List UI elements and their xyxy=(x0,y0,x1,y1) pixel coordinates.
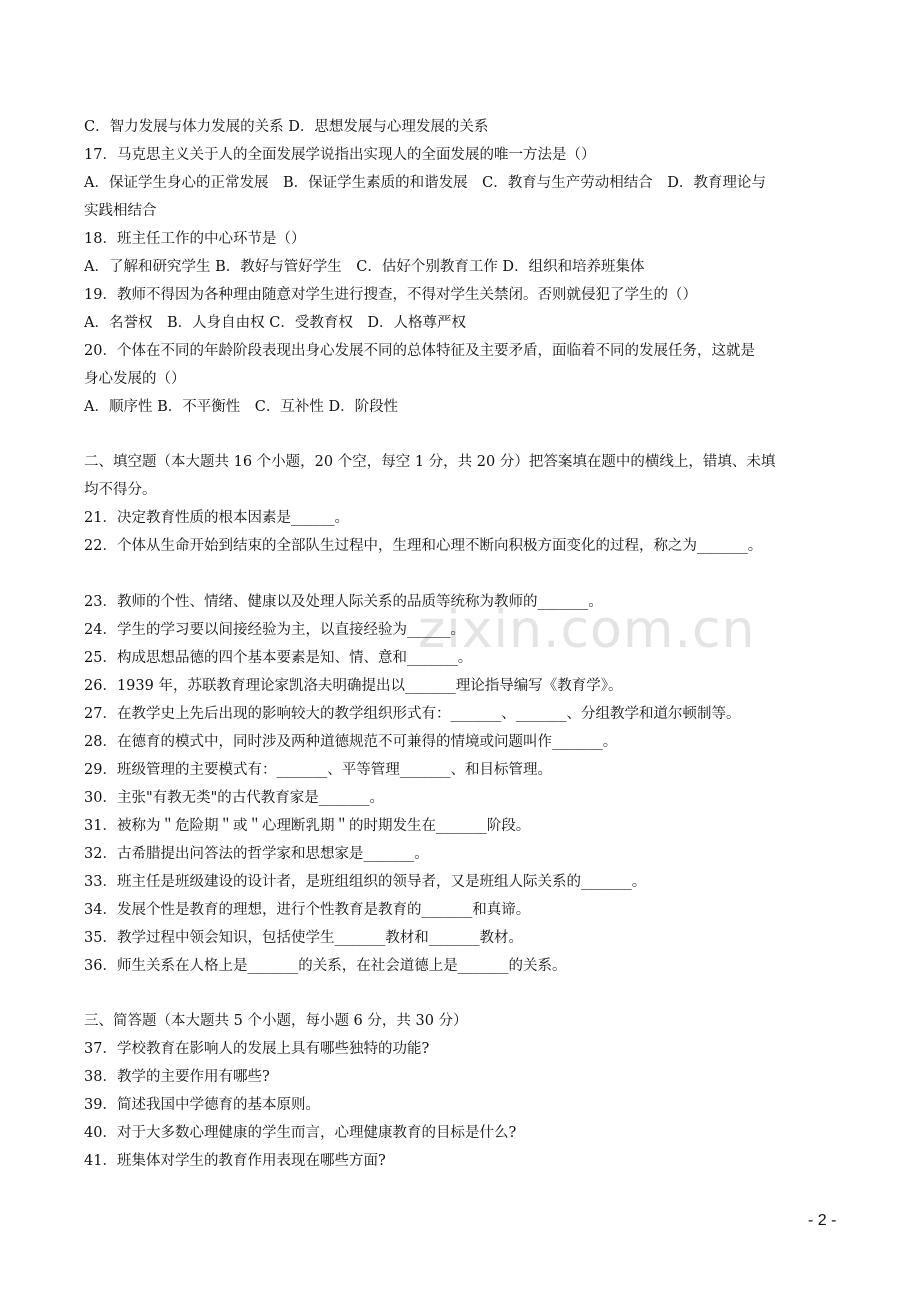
question-20: 20．个体在不同的年龄阶段表现出身心发展不同的总体特征及主要矛盾，面临着不同的发展任务，这就是 xyxy=(84,343,755,359)
option-line: A．顺序性 B．不平衡性 C．互补性 D．阶段性 xyxy=(84,399,399,415)
question-41: 41．班集体对学生的教育作用表现在哪些方面? xyxy=(84,1153,386,1169)
question-38: 38．教学的主要作用有哪些? xyxy=(84,1069,270,1085)
question-17: 17．马克思主义关于人的全面发展学说指出实现人的全面发展的唯一方法是（） xyxy=(84,147,596,163)
question-32: 32．古希腊提出问答法的哲学家和思想家是_______。 xyxy=(84,846,429,862)
section-heading-continued: 均不得分。 xyxy=(84,482,157,498)
question-19: 19．教师不得因为各种理由随意对学生进行搜查，不得对学生关禁闭。否则就侵犯了学生的（） xyxy=(84,287,697,303)
question-30: 30．主张"有教无类"的古代教育家是_______。 xyxy=(84,790,385,806)
option-line: A．了解和研究学生 B．教好与管好学生 C．估好个别教育工作 D．组织和培养班集体 xyxy=(84,259,645,275)
question-39: 39．简述我国中学德育的基本原则。 xyxy=(84,1097,320,1113)
section-heading-short-answer: 三、简答题（本大题共 5 个小题，每小题 6 分，共 30 分） xyxy=(84,1013,468,1029)
option-line: C．智力发展与体力发展的关系 D．思想发展与心理发展的关系 xyxy=(84,119,489,135)
question-27: 27．在教学史上先后出现的影响较大的教学组织形式有：_______、_______、分组教学和道尔顿制等。 xyxy=(84,706,741,722)
question-28: 28．在德育的模式中，同时涉及两种道德规范不可兼得的情境或问题叫作_______。 xyxy=(84,734,618,750)
question-24: 24．学生的学习要以间接经验为主，以直接经验为______。 xyxy=(84,622,465,638)
page-number: - 2 - xyxy=(808,1212,837,1229)
section-heading-fill-in: 二、填空题（本大题共 16 个小题，20 个空，每空 1 分，共 20 分）把答案填在题中的横线上，错填、未填 xyxy=(84,454,776,470)
question-22: 22．个体从生命开始到结束的全部队生过程中，生理和心理不断向积极方面变化的过程，称之为_______。 xyxy=(84,538,763,554)
question-29: 29．班级管理的主要模式有：_______、平等管理_______、和目标管理。 xyxy=(84,762,552,778)
option-line-continued: 实践相结合 xyxy=(84,203,157,219)
question-21: 21．决定教育性质的根本因素是______。 xyxy=(84,510,349,526)
question-25: 25．构成思想品德的四个基本要素是知、情、意和_______。 xyxy=(84,650,473,666)
question-33: 33．班主任是班级建设的设计者，是班组组织的领导者，又是班组人际关系的_______。 xyxy=(84,874,647,890)
question-40: 40．对于大多数心理健康的学生而言，心理健康教育的目标是什么? xyxy=(84,1125,517,1141)
question-35: 35．教学过程中领会知识，包括使学生_______教材和_______教材。 xyxy=(84,930,523,946)
question-31: 31．被称为＂危险期＂或＂心理断乳期＂的时期发生在_______阶段。 xyxy=(84,818,531,834)
option-line: A．名誉权 B．人身自由权 C．受教育权 D．人格尊严权 xyxy=(84,315,466,331)
question-20-continued: 身心发展的（） xyxy=(84,371,186,387)
question-23: 23．教师的个性、情绪、健康以及处理人际关系的品质等统称为教师的_______。 xyxy=(84,594,603,610)
question-34: 34．发展个性是教育的理想，进行个性教育是教育的_______和真谛。 xyxy=(84,902,531,918)
option-line: A．保证学生身心的正常发展 B．保证学生素质的和谐发展 C．教育与生产劳动相结合 D．教育理论与 xyxy=(84,175,766,191)
question-36: 36．师生关系在人格上是_______的关系，在社会道德上是_______的关系。 xyxy=(84,958,567,974)
question-18: 18．班主任工作的中心环节是（） xyxy=(84,231,306,247)
question-26: 26．1939 年，苏联教育理论家凯洛夫明确提出以_______理论指导编写《教育学》。 xyxy=(84,678,623,694)
watermark: zixin.com.cn xyxy=(418,600,756,660)
question-37: 37．学校教育在影响人的发展上具有哪些独特的功能? xyxy=(84,1041,430,1057)
